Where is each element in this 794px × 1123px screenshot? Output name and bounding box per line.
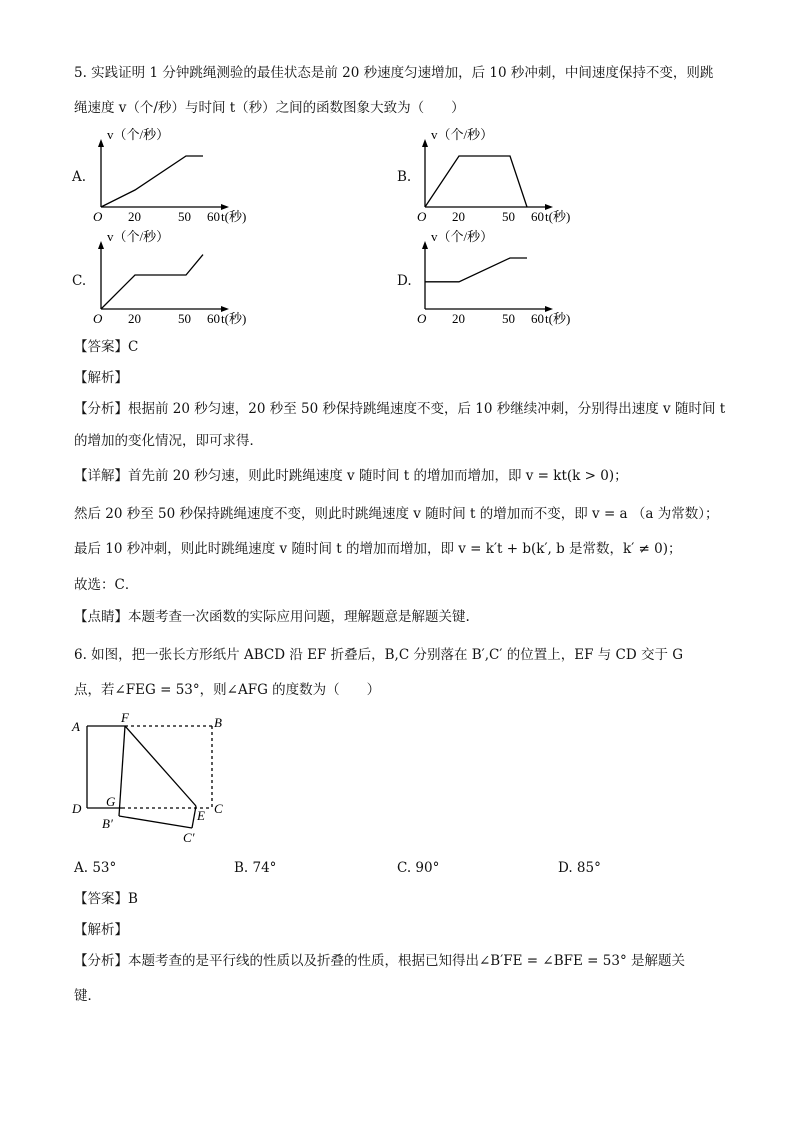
graph-a-tick-60: 60 [207, 209, 220, 224]
q5-stem-line1: 5. 实践证明 1 分钟跳绳测验的最佳状态是前 20 秒速度匀速增加，后 10 秒冲刺，中间速度保持不变，则跳 [74, 65, 714, 81]
q5-fenxi-line1: 【分析】根据前 20 秒匀速，20 秒至 50 秒保持跳绳速度不变，后 10 秒继续冲刺，分别得出速度 v 随时间 t [74, 401, 726, 417]
graph-d-tick-20: 20 [452, 311, 465, 326]
graph-b-y-arrow [422, 139, 428, 147]
q6-fenxi-line2: 键． [74, 988, 101, 1004]
q5-xiangjie-line3: 最后 10 秒冲刺，则此时跳绳速度 v 随时间 t 的增加而增加，即 v = k′t + b(k′, b 是常数，k′ ≠ 0)； [74, 541, 682, 557]
q6-jiexi-heading: 【解析】 [74, 922, 128, 938]
label-c-prime: C′ [183, 830, 195, 845]
segment-fb1 [119, 726, 125, 816]
q5-option-d-label: D. [397, 273, 412, 289]
graph-b-tick-20: 20 [452, 209, 465, 224]
q6-option-d: D. 85° [558, 860, 601, 876]
q5-fenxi-line2: 的增加的变化情况，即可求得． [74, 433, 263, 449]
q5-option-a-label: A. [72, 169, 87, 185]
q6-option-b: B. 74° [234, 860, 277, 876]
q5-xiangjie-line1: 【详解】首先前 20 秒匀速，则此时跳绳速度 v 随时间 t 的增加而增加，即 v = kt(k > 0)； [74, 468, 628, 484]
graph-a-tick-20: 20 [128, 209, 141, 224]
graph-d-y-arrow [422, 241, 428, 249]
graph-c-tick-60: 60 [207, 311, 220, 326]
label-b: B [214, 715, 222, 730]
graph-c-tick-20: 20 [128, 311, 141, 326]
label-a: A [72, 719, 80, 734]
graph-b-tick-50: 50 [502, 209, 515, 224]
q5-option-c-label: C. [72, 273, 87, 289]
graph-c-x-label: t(秒) [221, 311, 247, 326]
label-f: F [121, 710, 129, 725]
graph-d-tick-50: 50 [502, 311, 515, 326]
graph-d-series-line [425, 258, 527, 282]
q6-option-c: C. 90° [397, 860, 440, 876]
fold-line-ef [125, 726, 196, 806]
label-b-prime: B′ [102, 816, 113, 831]
graph-b-origin: O [417, 209, 427, 224]
q6-stem-line2: 点，若∠FEG = 53°，则∠AFG 的度数为（ ） [74, 682, 381, 698]
graph-a-y-label: v（个/秒） [107, 127, 170, 142]
q6-stem-line1: 6. 如图，把一张长方形纸片 ABCD 沿 EF 折叠后，B,C 分别落在 B′,C′ 的位置上，EF 与 CD 交于 G [74, 647, 684, 663]
q5-xiangjie-line2: 然后 20 秒至 50 秒保持跳绳速度不变，则此时跳绳速度 v 随时间 t 的增加而不变，即 v = a （a 为常数）； [74, 506, 719, 522]
graph-c-origin: O [93, 311, 103, 326]
q5-answer: 【答案】C [74, 339, 139, 355]
segment-b1c1 [119, 816, 192, 828]
graph-b-x-label: t(秒) [545, 209, 571, 224]
graph-c-series-line [101, 255, 203, 309]
q6-option-a: A. 53° [74, 860, 117, 876]
graph-d-y-label: v（个/秒） [431, 229, 494, 244]
label-e: E [197, 808, 205, 823]
q5-option-b-label: B. [397, 169, 412, 185]
q6-answer: 【答案】B [74, 891, 138, 907]
q5-jiexi-heading: 【解析】 [74, 370, 128, 386]
q5-stem-line2: 绳速度 v（个/秒）与时间 t（秒）之间的函数图象大致为（ ） [74, 100, 465, 116]
graph-a-x-label: t(秒) [221, 209, 247, 224]
graph-d-origin: O [417, 311, 427, 326]
q5-graphs [0, 0, 794, 340]
graph-c-y-arrow [98, 241, 104, 249]
graph-a-series-line [101, 156, 203, 207]
graph-a-y-arrow [98, 139, 104, 147]
label-d: D [72, 801, 82, 816]
graph-b-tick-60: 60 [531, 209, 544, 224]
graph-b-y-label: v（个/秒） [431, 127, 494, 142]
segment-c1e [192, 806, 196, 828]
label-g: G [106, 794, 116, 809]
graph-b-series-line [425, 156, 527, 207]
graph-d-x-label: t(秒) [545, 311, 571, 326]
graph-a-tick-50: 50 [178, 209, 191, 224]
q6-fenxi-line1: 【分析】本题考查的是平行线的性质以及折叠的性质，根据已知得出∠B′FE = ∠BFE = 53° 是解题关 [74, 953, 685, 969]
graph-d-tick-60: 60 [531, 311, 544, 326]
q5-guxuan: 故选：C． [74, 577, 139, 593]
label-c: C [214, 801, 223, 816]
graph-c-y-label: v（个/秒） [107, 229, 170, 244]
q5-dianjing: 【点睛】本题考查一次函数的实际应用问题，理解题意是解题关键. [74, 609, 470, 625]
graph-a-origin: O [93, 209, 103, 224]
graph-c-tick-50: 50 [178, 311, 191, 326]
